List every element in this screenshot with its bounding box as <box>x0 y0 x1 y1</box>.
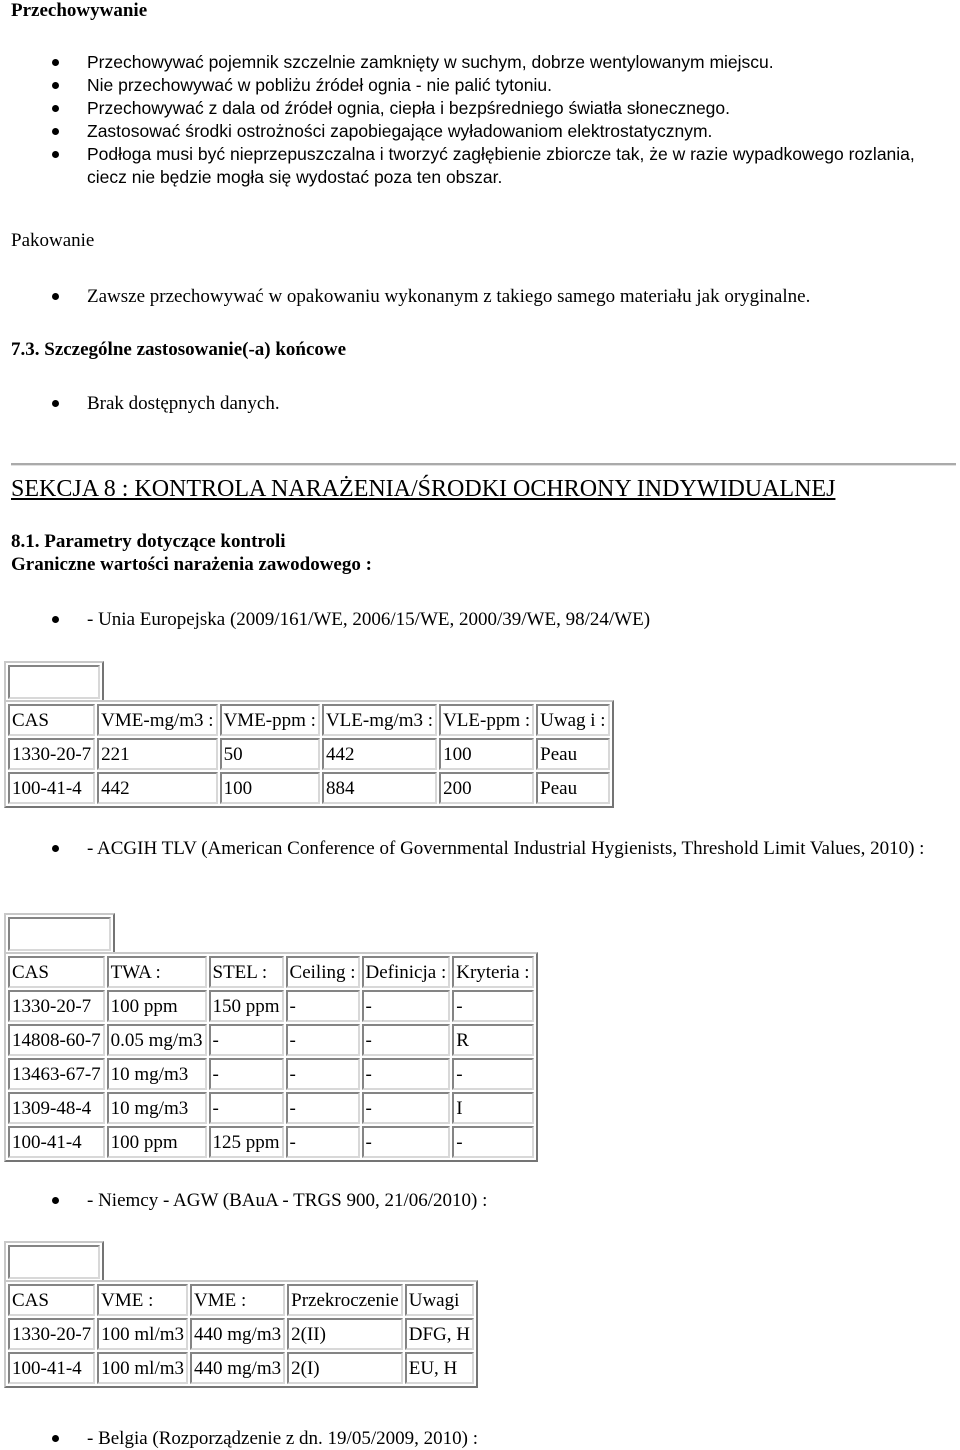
list-item: Brak dostępnych danych. <box>0 392 940 415</box>
header-cell: Definicja : <box>362 956 451 988</box>
eu-list <box>0 608 940 631</box>
table-cell: 221 <box>97 738 217 770</box>
horizontal-rule <box>11 463 956 466</box>
table-cell: - <box>209 1092 284 1124</box>
table-cell: 14808-60-7 <box>8 1024 105 1056</box>
table-row <box>8 1318 474 1350</box>
table-cell: 13463-67-7 <box>8 1058 105 1090</box>
table-cell: 50 <box>220 738 320 770</box>
eu-limits-table <box>4 700 614 808</box>
table-cell: 150 ppm <box>209 990 284 1022</box>
header-cell: CAS <box>8 1284 95 1316</box>
table-cell: 442 <box>322 738 437 770</box>
list-item: Podłoga musi być nieprzepuszczalna i tworzyć zagłębienie zbiorcze tak, że w razie wypadkowego rozlania, ciecz nie będzie mogła się wydostać poza ten obszar. <box>0 143 940 189</box>
germany-list <box>0 1189 940 1212</box>
specific-use-heading: 7.3. Szczególne zastosowanie(-a) końcowe <box>11 339 347 360</box>
header-cell: TWA : <box>107 956 207 988</box>
list-item: Przechowywać z dala od źródeł ognia, ciepła i bezpśredniego światła słonecznego. <box>0 97 940 120</box>
table-cell: 440 mg/m3 <box>190 1318 285 1350</box>
header-cell: CAS <box>8 956 105 988</box>
header-cell: Przekroczenie <box>287 1284 403 1316</box>
table-header-row <box>8 1284 474 1316</box>
subsection-heading: 8.1. Parametry dotyczące kontroli <box>11 531 286 552</box>
empty-table <box>4 913 115 955</box>
table-cell: 442 <box>97 772 217 804</box>
exposure-limits-heading: Graniczne wartości narażenia zawodowego : <box>11 554 372 575</box>
table-cell: - <box>286 1126 360 1158</box>
header-cell: VME : <box>97 1284 188 1316</box>
table-cell: 200 <box>439 772 534 804</box>
table-cell: - <box>209 1058 284 1090</box>
header-cell: STEL : <box>209 956 284 988</box>
acgih-limits-table <box>4 952 538 1162</box>
list-item: Nie przechowywać w pobliżu źródeł ognia - nie palić tytoniu. <box>0 74 940 97</box>
table-cell: 100-41-4 <box>8 1126 105 1158</box>
table-cell: 100-41-4 <box>8 772 95 804</box>
list-item: Zastosować środki ostrożności zapobiegające wyładowaniom elektrostatycznym. <box>0 120 940 143</box>
table-cell: 10 mg/m3 <box>107 1092 207 1124</box>
header-cell: VME : <box>190 1284 285 1316</box>
acgih-list <box>0 837 950 860</box>
table-cell: 10 mg/m3 <box>107 1058 207 1090</box>
table-cell: - <box>286 990 360 1022</box>
table-cell: R <box>452 1024 533 1056</box>
table-cell: 2(II) <box>287 1318 403 1350</box>
table-cell: - <box>362 1092 451 1124</box>
table-cell: - <box>362 1058 451 1090</box>
table-row <box>8 990 534 1022</box>
table-row <box>8 1126 534 1158</box>
table-header-row <box>8 956 534 988</box>
table-row <box>8 1024 534 1056</box>
table-cell: 1330-20-7 <box>8 1318 95 1350</box>
header-cell: Uwag i : <box>536 704 609 736</box>
table-cell: 100 ml/m3 <box>97 1318 188 1350</box>
table-cell: - <box>286 1024 360 1056</box>
list-item: Przechowywać pojemnik szczelnie zamknięty w suchym, dobrze wentylowanym miejscu. <box>0 51 940 74</box>
table-cell: - <box>286 1058 360 1090</box>
header-cell: CAS <box>8 704 95 736</box>
empty-table <box>4 661 104 703</box>
table-row <box>8 772 610 804</box>
list-item: - ACGIH TLV (American Conference of Governmental Industrial Hygienists, Threshold Limit Values, 2010) : <box>0 837 950 860</box>
table-cell: - <box>452 990 533 1022</box>
table-cell: 1330-20-7 <box>8 990 105 1022</box>
list-item: - Belgia (Rozporządzenie z dn. 19/05/2009, 2010) : <box>0 1427 940 1450</box>
table-cell: 100 ppm <box>107 1126 207 1158</box>
header-cell: VLE-ppm : <box>439 704 534 736</box>
header-cell: VLE-mg/m3 : <box>322 704 437 736</box>
germany-limits-table <box>4 1280 478 1388</box>
packaging-list <box>0 285 940 308</box>
table-cell: - <box>362 1024 451 1056</box>
storage-list <box>0 51 940 189</box>
table-cell: 100 ppm <box>107 990 207 1022</box>
table-cell: 1330-20-7 <box>8 738 95 770</box>
header-cell: Uwagi <box>405 1284 474 1316</box>
table-header-row <box>8 704 610 736</box>
list-item: Zawsze przechowywać w opakowaniu wykonanym z takiego samego materiału jak oryginalne. <box>0 285 940 308</box>
storage-heading: Przechowywanie <box>11 0 148 21</box>
list-item: - Unia Europejska (2009/161/WE, 2006/15/WE, 2000/39/WE, 98/24/WE) <box>0 608 940 631</box>
table-cell: EU, H <box>405 1352 474 1384</box>
table-cell: 100 <box>220 772 320 804</box>
specific-use-list <box>0 392 940 415</box>
table-cell: - <box>362 990 451 1022</box>
table-cell: 100 ml/m3 <box>97 1352 188 1384</box>
table-cell: 100-41-4 <box>8 1352 95 1384</box>
table-cell: 884 <box>322 772 437 804</box>
empty-table <box>4 1241 104 1283</box>
table-row <box>8 738 610 770</box>
header-cell: VME-ppm : <box>220 704 320 736</box>
table-cell: Peau <box>536 738 609 770</box>
table-cell: - <box>452 1058 533 1090</box>
header-cell: Kryteria : <box>452 956 533 988</box>
table-cell: 1309-48-4 <box>8 1092 105 1124</box>
table-cell: 125 ppm <box>209 1126 284 1158</box>
table-cell: 440 mg/m3 <box>190 1352 285 1384</box>
table-row <box>8 1058 534 1090</box>
table-row <box>8 1092 534 1124</box>
table-cell: DFG, H <box>405 1318 474 1350</box>
table-cell: I <box>452 1092 533 1124</box>
table-cell: - <box>286 1092 360 1124</box>
packaging-heading: Pakowanie <box>11 230 95 251</box>
header-cell: VME-mg/m3 : <box>97 704 217 736</box>
belgium-list <box>0 1427 940 1450</box>
table-cell: Peau <box>536 772 609 804</box>
table-cell: - <box>209 1024 284 1056</box>
table-cell: - <box>452 1126 533 1158</box>
table-cell: 2(I) <box>287 1352 403 1384</box>
header-cell: Ceiling : <box>286 956 360 988</box>
table-cell: 0.05 mg/m3 <box>107 1024 207 1056</box>
table-row <box>8 1352 474 1384</box>
section-title: SEKCJA 8 : KONTROLA NARAŻENIA/ŚRODKI OCHRONY INDYWIDUALNEJ <box>11 476 836 502</box>
table-cell: - <box>362 1126 451 1158</box>
table-cell: 100 <box>439 738 534 770</box>
list-item: - Niemcy - AGW (BAuA - TRGS 900, 21/06/2010) : <box>0 1189 940 1212</box>
